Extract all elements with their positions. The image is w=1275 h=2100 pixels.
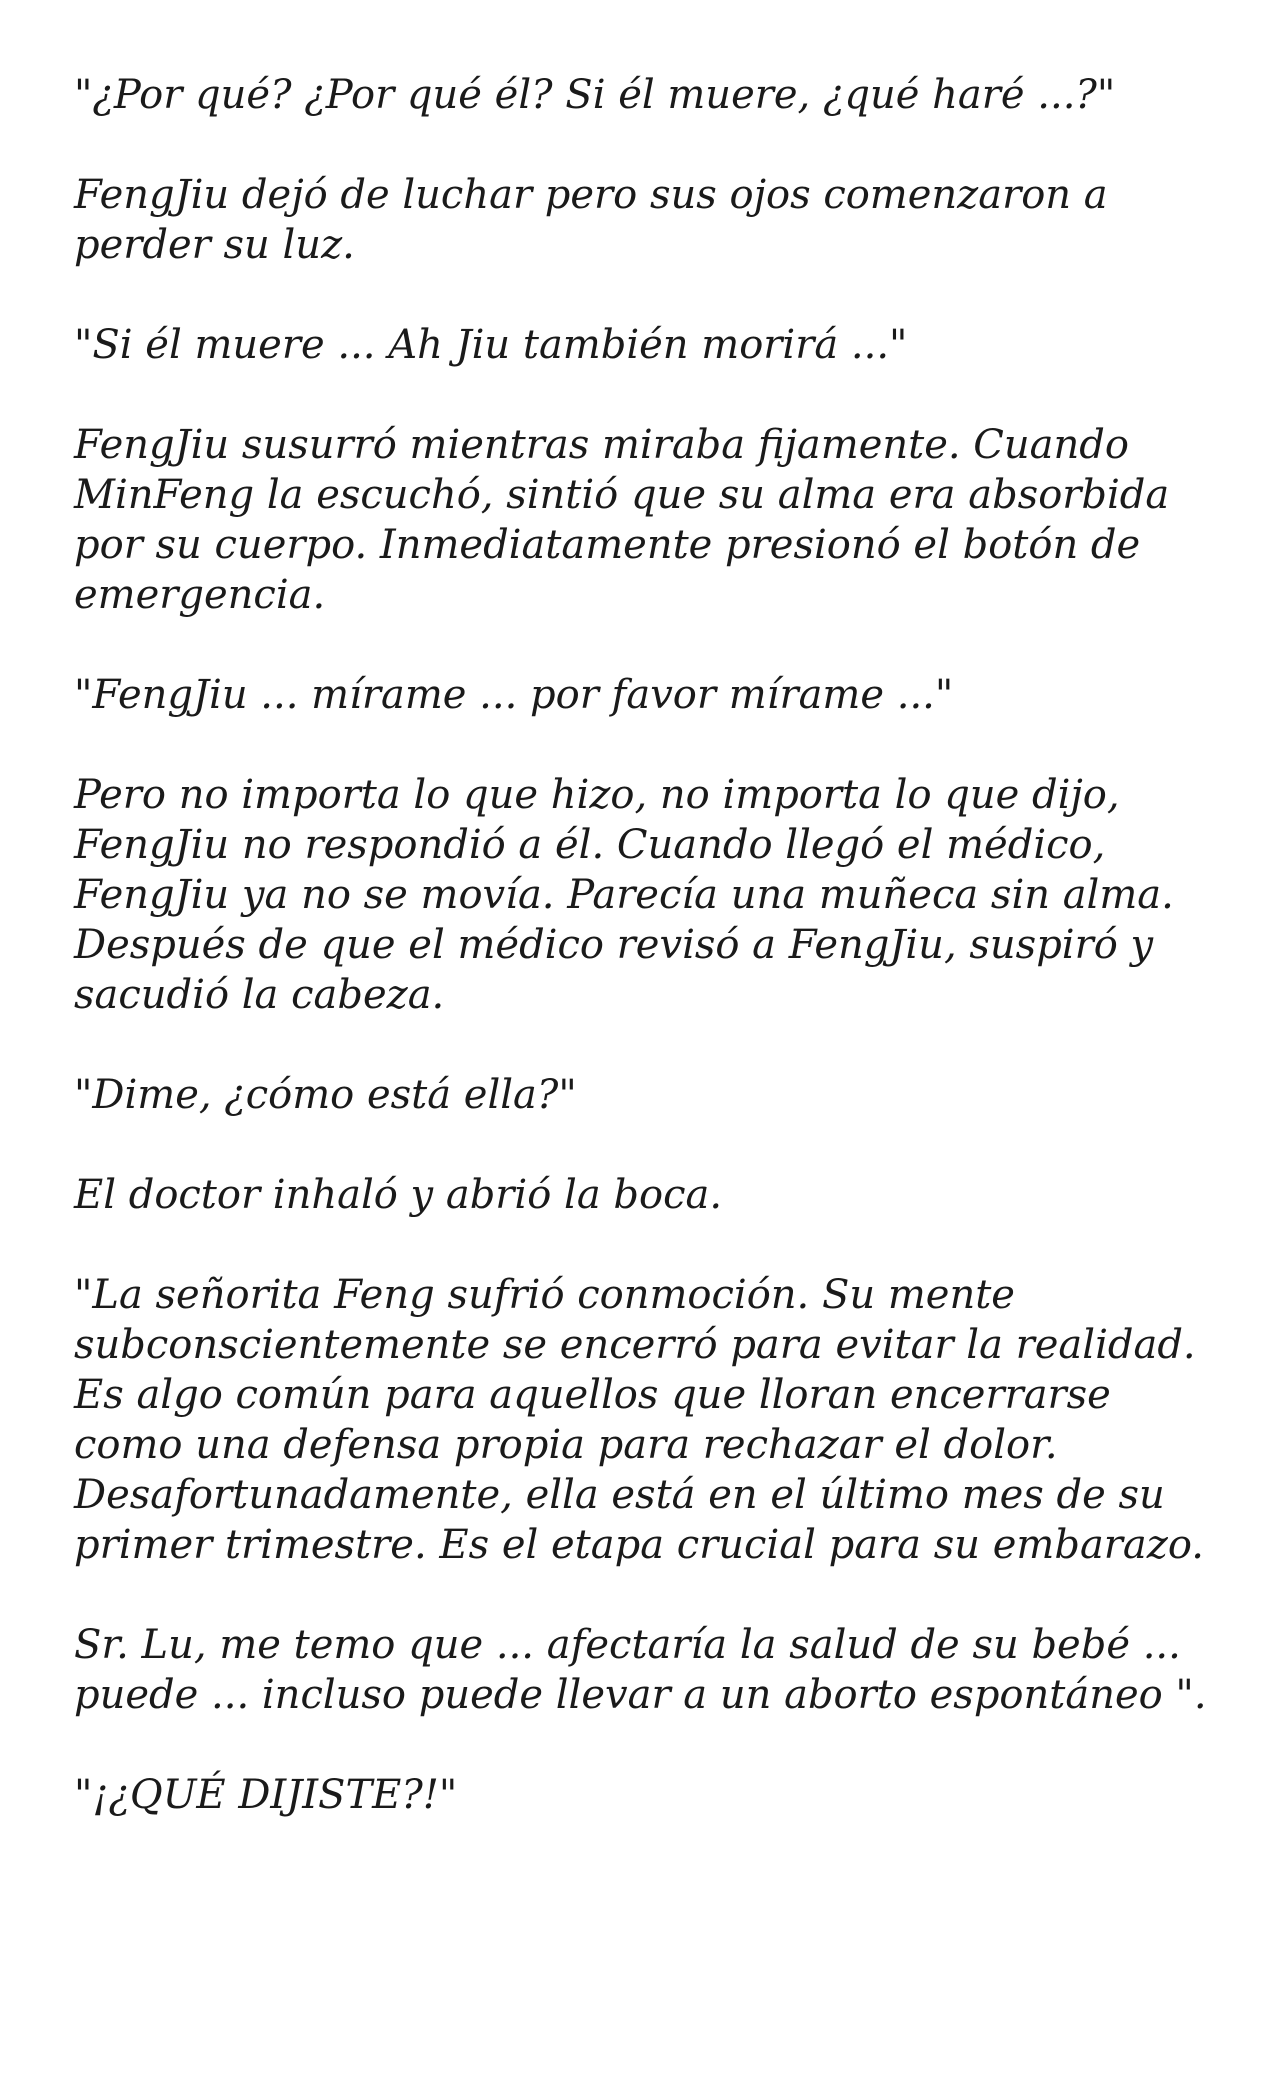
paragraph: "Dime, ¿cómo está ella?" bbox=[74, 1072, 577, 1118]
paragraph: "FengJiu ... mírame ... por favor mírame ..." bbox=[74, 672, 954, 718]
paragraph: FengJiu susurró mientras miraba fijamente. Cuando MinFeng la escuchó, sintió que su alma era absorbida por su cuerpo. Inmediatamente presionó el botón de emergencia. bbox=[74, 422, 1170, 618]
paragraph: "¿Por qué? ¿Por qué él? Si él muere, ¿qué haré ...?" bbox=[74, 72, 1116, 118]
document-body bbox=[74, 70, 1214, 1820]
paragraph: "¡¿QUÉ DIJISTE?!" bbox=[74, 1772, 458, 1818]
paragraph: FengJiu dejó de luchar pero sus ojos comenzaron a perder su luz. bbox=[74, 172, 1108, 268]
paragraph: Pero no importa lo que hizo, no importa lo que dijo, FengJiu no respondió a él. Cuando llegó el médico, FengJiu ya no se movía. Parecía una muñeca sin alma. Después de que el médico revisó a FengJiu, suspiró y sacudió la cabeza. bbox=[74, 772, 1174, 1018]
paragraph: Sr. Lu, me temo que ... afectaría la salud de su bebé ... puede ... incluso puede llevar a un aborto espontáneo ". bbox=[74, 1622, 1207, 1718]
paragraph: El doctor inhaló y abrió la boca. bbox=[74, 1172, 723, 1218]
paragraph: "Si él muere ... Ah Jiu también morirá ..." bbox=[74, 322, 908, 368]
paragraph: "La señorita Feng sufrió conmoción. Su mente subconscientemente se encerró para evitar la realidad. Es algo común para aquellos que lloran encerrarse como una defensa propia para rechazar el dolor. Desafortunadamente, ella está en el último mes de su primer trimestre. Es el etapa crucial para su embarazo. bbox=[74, 1272, 1204, 1568]
